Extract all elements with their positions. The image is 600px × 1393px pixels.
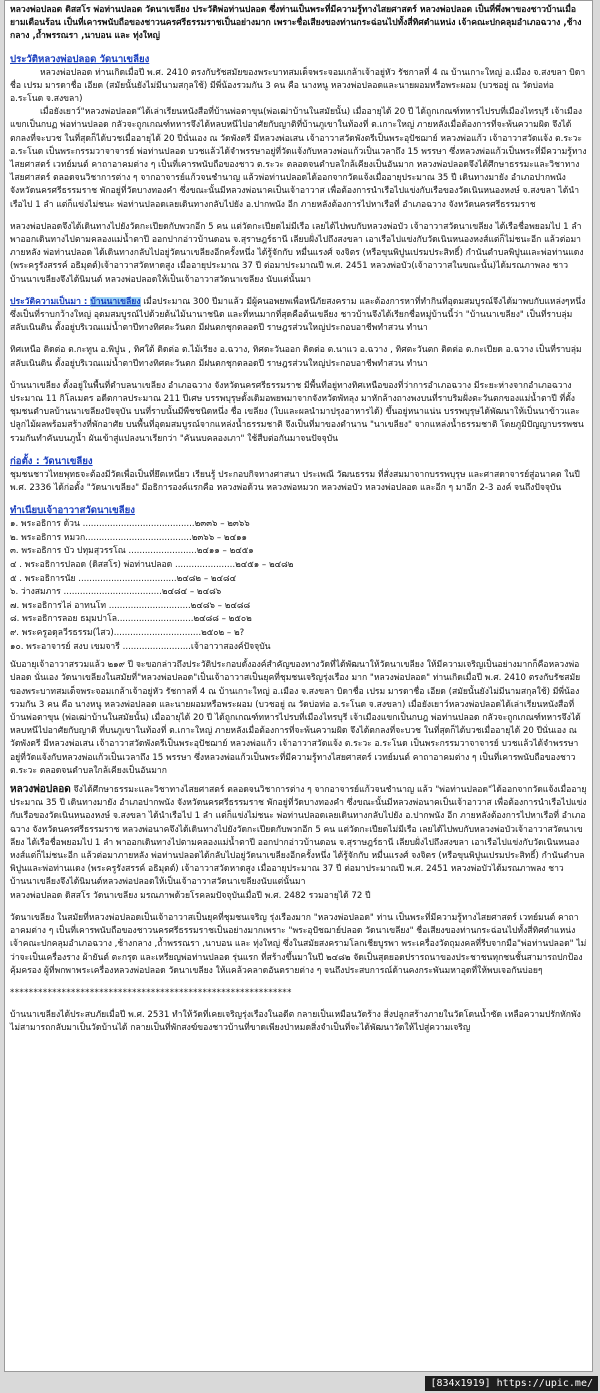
- naming-separator: :: [80, 296, 91, 307]
- naming-label-link[interactable]: ประวัติความเป็นมา: [10, 296, 81, 307]
- abbot-item: ๔ . พระอธิการปลอด (ดิสสโร) พ่อท่านปลอด ......................๒๔๕๑ – ๒๔๘๒: [10, 560, 294, 571]
- study-lead-name: หลวงพ่อปลอด: [10, 784, 71, 796]
- abbot-item: ๑. พระอธิการ ด้วน .........................................๒๓๓๖ – ๒๓๖๖: [10, 519, 250, 530]
- intro-paragraph: หลวงพ่อปลอด ดิสสโร พ่อท่านปลอด วัดนาเขลียง ประวัติพ่อท่านปลอด ซึ่งท่านเป็นพระที่มีความรู้ทางไสยศาสตร์ หลวงพ่อปลอด เป็นที่พึ่งพาของชาวบ้านเมื่อยามเดือนร้อน เป็นที่เคารพนับถือของชาวนครศรีธรรมราชเป็นอย่างมาก เพราะชื่อเสียงของท่านกระฉ่อนไปทั้งสี่ทิศตำแหน่ง เจ้าคณะปกคลุมอำเภอฉวาง ,ช้างกลาง ,ถ้ำพรรณรา ,นาบอน และ ทุ่งใหญ่: [10, 5, 582, 42]
- history-heading[interactable]: ประวัติหลวงพ่อปลอด วัดนาเขลียง: [10, 53, 150, 65]
- study-text: จึงได้ศึกษาธรรมะและวิชาทางไสยศาสตร์ ตลอดจนวิชาการต่าง ๆ จากอาจารย์แก้วจนชำนาญ แล้ว "พ่อท่านปลอด"ได้ออกจากวัดแจ้งเมื่ออายุประมาณ 35 ปี เดินทางมายัง อำเภอปากพนัง จังหวัดนครศรีธรรมราช พักอยู่ที่วัดบางทองคำ ซึ่งขณะนั้นมีหลวงพ่อนาคเป็นเจ้าอาวาส เพื่อต้องการนำเรือไปแข่งกับเรือของวัดเนินหนองหงษ์ จ.สงขลา ได้นำเรือไป 1 ลำ แต่ก็แข่งไม่ชนะ พ่อท่านปลอดเลยเดินทางกลับไปยัง อ.ปากพนัง อีก ภายหลังต้องการไปหาเรือที่ อำเภอฉวาง จังหวัดนครศรีธรรมราช หลวงพ่อนาคจึงได้เดินทางไปยังวัดกะเปียดกับพวกอีก 5 คน แต่วัดกะเปียดไม่มีเรือ เลยได้ไปพบกับหลวงพ่อบัวเจ้าอาวาสวัดนาเขลียง ได้เรือชื่อพยอมไป 1 ลำ พาออกเดินทางไปตามคลองแม่น้ำตาปี ออกปากอ่าวบ้านดอน จ.สุราษฎร์ธานี เลียบฝั่งไปถึงสงขลา เอาเรือไปแข่งกับวัดเนินหนองหงส์แต่ก็ไม่ชนะอีก แล้วต่อมาภายหลัง พ่อท่านปลอดได้กลับไปอยู่วัดนาเขลียงอีกครั้งหนึ่ง ได้รู้จักกับ หมื่นแรงศ์ จงจิตร (หรือขุนพิปูนเปรมประสิทธิ์) กำนันตำบลพิปูนและพ่อท่านแดง (พระครูรังสรรค์ อธิมุตต์) เจ้าอาวาสวัดหาดสูง เมื่ออายุประมาณ 37 ปี ต่อมาประมาณปี พ.ศ. 2451 หลวงพ่อบัวได้มรณภาพลง ชาวบ้านนาเขลียงจึงได้นิมนต์หลวงพ่อปลอดให้เป็นเจ้าอาวาสวัดนาเขลียงนับแต่นั้นมา: [10, 785, 587, 888]
- abbot-item: ๒. พระอธิการ หมวก.......................................๒๓๖๖ – ๒๔๑๑: [10, 532, 247, 543]
- abbot-item: ๗. พระอธิการไล่ อาทนโท ..............................๒๔๘๖ – ๒๔๘๘: [10, 600, 251, 611]
- history-paragraph-2: เมื่อยังเยาว์"หลวงพ่อปลอด"ได้เล่าเรียนหนังสือที่บ้านพ่อตาขุน(พ่อเฒ่าบ้านในสมัยนั้น) เมื่ออายุได้ 20 ปี ได้ถูกเกณฑ์ทหารไปรบที่เมืองไทรบุรี เจ้าเมืองแขกเป็นกบฏ พ่อท่านปลอด กลัวจะถูกเกณฑ์ทหารจึงได้หลบหนีไปอาศัยกับญาติที่บ้านภูเขาในท้องที่ ต.เกาะใหญ่ ภายหลังเมื่อต้องการที่จะพ้นความผิด จึงได้ตกลงที่จะบวช ในที่สุดก็ได้บวชเมื่ออายุได้ 20 ปีนั่นเอง ณ วัดพังตรี มีหลวงพ่อเสน เจ้าอาวาสวัดพังตรีเป็นพระอุปัชฌาย์ หลวงพ่อแก้ว เจ้าอาวาสวัดแจ้ง ต.ระวะ อ.ระโนด เป็นพระกรรมวาจาจารย์ พ่อท่านปลอด บวชแล้วได้จำพรรษาอยู่ที่วัดแจ้งกับหลวงพ่อแก้วเป็นเวลาถึง 15 พรรษา ซึ่งหลวงพ่อแก้วเป็นพระที่มีความรู้ทางไสยศาสตร์ เวทย์มนต์ คาถาอาคมต่าง ๆ เป็นที่เคารพนับถือของชาว ต.ระวะ ตลอดจนตำบลใกล้เคียงเป็นอันมาก หลวงพ่อปลอดจึงได้ศึกษาธรรมะและวิชาทางไสยศาสตร์ ตลอดจนวิชาการต่าง ๆ จากอาจารย์แก้วจนชำนาญ แล้วพ่อท่านปลอดได้ออกจากวัดแจ้งเมื่ออายุประมาณ 35 ปี เดินทางมายัง อำเภอปากพนัง จังหวัดนครศรีธรรมราช พักอยู่ที่วัดบางทองคำ ซึ่งขณะนั้นมีหลวงพ่อนาคเป็นเจ้าอาวาส เพื่อต้องการนำเรือไปแข่งกับเรือของวัดเนินหนองหงษ์ จ.สงขลา ได้นำเรือไป 1 ลำ แต่ก็แข่งไม่ชนะ พ่อท่านปลอดเลยเดินทางกลับไปยัง อ.ปากพนัง อีก ภายหลังต้องการไปหาเรือที่ อำเภอฉวาง จังหวัดนครศรีธรรมราช: [10, 107, 587, 210]
- fame-paragraph: วัดนาเขลียง ในสมัยที่หลวงพ่อปลอดเป็นเจ้าอาวาสเป็นยุคที่ชุมชนเจริญ รุ่งเรืองมาก "หลวงพ่อปลอด" ท่าน เป็นพระที่มีความรู้ทางไสยศาสตร์ เวทย์มนต์ คาถาอาคมต่าง ๆ เป็นที่เคารพนับถือของชาวนครศรีธรรมราชเป็นอย่างมากเพราะ "พระอุปัชฌาย์ปลอด วัดนาเขลียง" ชื่อเสียงของท่านกระฉ่อนไปทั้งสี่ทิศตำแหน่ง เจ้าคณะปกคลุมอำเภอฉวาง ,ช้างกลาง ,ถ้ำพรรณรา ,นาบอน และ ทุ่งใหญ่ ซึ่งในสมัยสงครามโลกเชียบูรพา พระเครื่องวัตถุมงคลที่รีบจากมือ"พ่อท่านปลอด" ไม่ว่าจะเป็นเครื่องราง ผ้ายันต์ ตะกรุด และเหรียญพ่อท่านปลอด รุ่นแรก ที่สร้างขึ้นมาในปี ๒๔๘๒ จัดเป็นสุดยอดปรารถนาของประชาชนทุกชนชั้นสามารถปกป้องคุ้มครอง ผู้ที่พกพาพระเครื่องหลวงพ่อปลอด วัดนาเขลียง ให้แคล้วคลาดอันตรายต่าง ๆ จนถึงประสบการณ์ด้านคงกระพันมหาอุดที่ให้พบเจอกันบ่อยๆ: [10, 912, 587, 976]
- summary-paragraph: นับอายุเจ้าอาวาสรวมแล้ว ๒๑๙ ปี จะขอกล่าวถึงประวัติประกอบดั้งองค์สำคัญของทางวัดที่ได้พัฒนาให้วัดนาเขลียง ให้มีความเจริญเป็นอย่างมากก็คือหลวงพ่อปลอด นั่นเอง วัดนาเขลียงในสมัยที่"หลวงพ่อปลอด"เป็นเจ้าอาวาสเป็นยุคที่ชุมชนเจริญรุ่งเรือง มาก "หลวงพ่อปลอด" ท่านเกิดเมื่อปี พ.ศ. 2410 ตรงกับรัชสมัย ของพระบาทสมเด็จพระจอมเกล้าเจ้าอยู่หัว รัชกาลที่ 4 ณ บ้านเกาะใหญ่ อ.เมือง จ.สงขลา บิดาชื่อ เปรม มารดาชื่อ เอียด (สมัยนั้นยังไม่มีนามสกุลใช้) มีพี่น้องรวมกัน 3 คน คือ นางหนู หลวงพ่อปลอด และนายผอมหรือพระผอม (บวชอยู่ ณ วัดบ่อท่อ อ.ระโนด จ.สงขลา) เมื่อยังเยาว์หลวงพ่อปลอดได้เล่าเรียนหนังสือที่บ้านพ่อตาขุน (พ่อเฒ่าบ้านในสมัยนั้น) เมื่ออายุได้ 20 ปี ได้ถูกเกณฑ์ทหารไปรบที่เมืองไทรบุรี เจ้าเมืองแขกเป็นกบฎ พ่อท่านปลอด กลัวจะถูกเกณฑ์ทหารจึงได้หลบหนีไปอาศัยกับญาติ ที่บนภูเขาในท้องที่ ต.เกาะใหญ่ ภายหลังเมื่อต้องการที่จะพ้นความผิด จึงได้ตกลงที่จะบวช ในที่สุดก็ได้บวชเมื่ออายุได้ 20 ปีนั่นเอง ณ วัดพังตรี มีหลวงพ่อเสน เจ้าอาวาสวัดพังตรีเป็นพระอุปัชฌาย์ หลวงพ่อแก้ว เจ้าอาวาสวัดแจ้ง ต.ระวะ อ.ระโนด เป็นพระกรรมวาจาจารย์ บวชแล้วได้จำพรรษาอยู่ที่วัดแจ้งกับหลวงพ่อแก้วเป็นเวลาถึง 15 พรรษา ซึ่งหลวงพ่อแก้วเป็นพระที่มีความรู้ทางไสยศาสตร์ เวทย์มนต์ คาถาอาคมต่าง ๆ เป็นที่เคารพนับถือของชาว ต.ระวะ ตลอดจนตำบลใกล้เคียงเป็นอันมาก: [10, 660, 581, 776]
- abbot-item: ๓. พระอธิการ บัว ปทุมสุวรรโณ .........................๒๔๑๑ – ๒๔๕๑: [10, 546, 254, 557]
- star-divider: ************************************************************: [10, 987, 292, 998]
- image-host-watermark[interactable]: [834x1919] https://upic.me/: [425, 1376, 598, 1391]
- origin-heading[interactable]: ก่อตั้ง : วัดนาเขลียง: [10, 455, 93, 467]
- abbot-item: ๙. พระครูอดุลวีรธรรม(ไสว)................................๒๕๐๒ – ๒?: [10, 628, 245, 639]
- location-paragraph: บ้านนาเขลียง ตั้งอยู่ในพื้นที่ตำบลนาเขลียง อำเภอฉวาง จังหวัดนครศรีธรรมราช มีพื้นที่อยู่ทางทิศเหนือของที่ว่าการอำเภอฉวาง มีระยะห่างจากอำเภอฉวาง ประมาณ 11 กิโลเมตร อดีตกาลประมาณ 211 ปีเศษ บรรพบุรุษดั้งเดิมอพยพมาจากจังหวัดพัทลุง มาหักล้างถางพงบนที่ราบริมฝั่งตะวันตกของแม่น้ำตาปี ที่ตั้งชุมชนตำบลบ้านนาเขลียงปัจจุบัน บนที่ราบนั้นมีพืชชนิดหนึ่ง ชื่อ เขลียง (ใบและผลนำมาปรุงอาหารได้) ขึ้นอยู่หนาแน่น บรรพบุรุษได้พัฒนาให้เป็นนาข้าวและปลูกไม้ผลพร้อมสร้างที่พักอาศัย บนพื้นที่อุดมสมบูรณ์จากแหล่งน้ำธรรมชาติ จึงเป็นที่มาของตำนาน "นาเขลียง" จากแหล่งน้ำธรรมชาติ โดยภูมิปัญญาบรรพชนรวมกันทำคันบนภูน้ำ ผันเข้าสู่แปลงนาเรียกว่า "คันนบคลองเภา" ใช้สืบต่อกันมาจนปัจจุบัน: [10, 380, 584, 444]
- naming-paragraph: [10, 296, 587, 336]
- abbot-item: ๘. พระอธิการลอย ธมฺมปาโล............................๒๔๘๘ – ๒๕๐๒: [10, 614, 252, 625]
- abbots-heading[interactable]: ทำเนียบเจ้าอาวาสวัดนาเขลียง: [10, 505, 135, 517]
- bounds-paragraph: ทิศเหนือ ติดต่อ ต.กะทูน อ.พิปูน , ทิศใต้ ติดต่อ ต.ไม้เรียง อ.ฉวาง, ทิศตะวันออก ติดต่อ ต.นาแว อ.ฉวาง , ทิศตะวันตก ติดต่อ ต.กะเปียด อ.ฉวาง เป็นที่ราบลุ่มสลับเนินดิน ตั้งอยู่บริเวณแม่น้ำตาปีทางทิศตะวันตก มีฝนตกชุกตลอดปี ราษฎรส่วนใหญ่ประกอบอาชีพทำสวน ทำนา: [10, 345, 582, 369]
- article-page: [4, 0, 593, 1372]
- history-paragraph-3: หลวงพ่อปลอดจึงได้เดินทางไปยังวัดกะเปียดกับพวกอีก 5 คน แต่วัดกะเปียดไม่มีเรือ เลยได้ไปพบกับหลวงพ่อบัว เจ้าอาวาสวัดนาเขลียง ได้เรือชื่อพยอมไป 1 ลำ พาออกเดินทางไปตามคลองแม่น้ำตาปี ออกปากอ่าวบ้านดอน จ.สุราษฎร์ธานี เลียบฝั่งไปถึงสงขลา เอาเรือไปแข่งกับวัดเนินหนองหงส์แต่ก็ไม่ชนะอีก แล้วต่อมาภายหลัง พ่อท่านปลอด ได้เดินทางกลับไปอยู่วัดนาเขลียงอีกครั้งหนึ่ง ได้รู้จักกับ หมื่นแรงศ์ จงจิตร (หรือขุนพิปูนเปรมประสิทธิ์) กำนันตำบลพิปูนและพ่อท่านแดง (พระครูรังสรรค์ อธิมุตต์)เจ้าอาวาสวัดหาดสูง เมื่ออายุประมาณ 37 ปี ต่อมาประมาณปี พ.ศ. 2451 หลวงพ่อบัว(เจ้าอาวาสในขณะนั้น)ได้มรณภาพลง ชาวบ้านนาเขลียงจึงได้นิมนต์ หลวงพ่อปลอดให้เป็นเจ้าอาวาสวัดนาเขลียง นับแต่นั้นมา: [10, 221, 584, 285]
- origin-paragraph: ชุมชนชาวไทยพุทธจะต้องมีวัดเพื่อเป็นที่ยึดเหนี่ยว เรียนรู้ ประกอบกิจทางศาสนา ประเพณี วัฒนธรรม ที่สั่งสมมาจากบรรพบุรุษ และศาสดาจารย์สู่อนาคต ในปี พ.ศ. 2336 ได้ก่อตั้ง "วัดนาเขลียง" มีอธิการองค์แรกคือ หลวงพ่อด้วน หลวงพ่อหมวก หลวงพ่อบัว หลวงพ่อปลอด และอีก ๆ มาอีก 2-3 องค์ จนถึงปัจจุบัน: [10, 469, 580, 494]
- history-paragraph-1: หลวงพ่อปลอด ท่านเกิดเมื่อปี พ.ศ. 2410 ตรงกับรัชสมัยของพระบาทสมเด็จพระจอมเกล้าเจ้าอยู่หัว รัชกาลที่ 4 ณ บ้านเกาะใหญ่ อ.เมือง จ.สงขลา บิดาชื่อ เปรม มารดาชื่อ เอียด (สมัยนั้นยังไม่มีนามสกุลใช้) มีพี่น้องรวมกัน 3 คน คือ นางหนู หลวงพ่อปลอดและนายผอมหรือพระผอม (บวชอยู่ ณ วัดบ่อท่อ อ.ระโนด จ.สงขลา): [10, 67, 586, 105]
- naming-place-highlight[interactable]: บ้านนาเขลียง: [90, 296, 141, 307]
- abbot-item: ๑๐. พระอาจารย์ สงบ เขมจารี .........................เจ้าอาวาสองค์ปัจจุบัน: [10, 641, 271, 652]
- study-paragraph: [10, 783, 587, 890]
- closing-paragraph: บ้านนาเขลียงได้ประสบภัยเมื่อปี พ.ศ. 2531 ทำให้วัดที่เคยเจริญรุ่งเรืองในอดีต กลายเป็นเหมือนวัดร้าง สิ่งปลูกสร้างภายในวัดโดนน้ำซัด เหลือความปรักหักพัง ไม่สามารถกลับมาเป็นวัดบ้านได้ กลายเป็นที่พักสงฆ์ของชาวบ้านที่ขาดเพียงป่าหมดสิ่งจำเป็นที่จะได้พัฒนาวัดให้ไปสู่ความเจริญ: [10, 1009, 581, 1034]
- abbot-item: ๕ . พระอธิการนัย ....................................๒๔๘๒ – ๒๔๘๔: [10, 573, 237, 584]
- abbots-list: [10, 518, 587, 654]
- death-paragraph: หลวงพ่อปลอด ดิสสโร วัดนาเขลียง มรณภาพด้วยโรคลมปัจจุบันเมื่อปี พ.ศ. 2482 รวมอายุได้ 72 ปี: [10, 890, 371, 901]
- naming-text: เมื่อประมาณ 300 ปีมาแล้ว มีผู้คนอพยพเพื่อหนีภัยสงคราม และต้องการหาที่ทำกินที่อุดมสมบูรณ์จึงได้มาพบกับแหล่งๆหนึ่งซึ่งเป็นที่ราบกว้างใหญ่ อุดมสมบูรณ์ไปด้วยต้นไม้นานาชนิด และที่หนมากที่สุดคือต้นเขลียง ชาวบ้านจึงได้เรียกชื่อหมู่บ้านนี้ว่า "บ้านนาเขลียง" เป็นที่ราบลุ่มสลับเนินดิน ตั้งอยู่บริเวณแม่น้ำตาปีทางทิศตะวันตก มีฝนตกชุกตลอดปี ราษฎรส่วนใหญ่ประกอบอาชีพทำสวน ทำนา: [10, 296, 586, 334]
- abbot-item: ๖. ว่างสมภาร ....................................๒๔๘๔ – ๒๔๘๖: [10, 587, 222, 598]
